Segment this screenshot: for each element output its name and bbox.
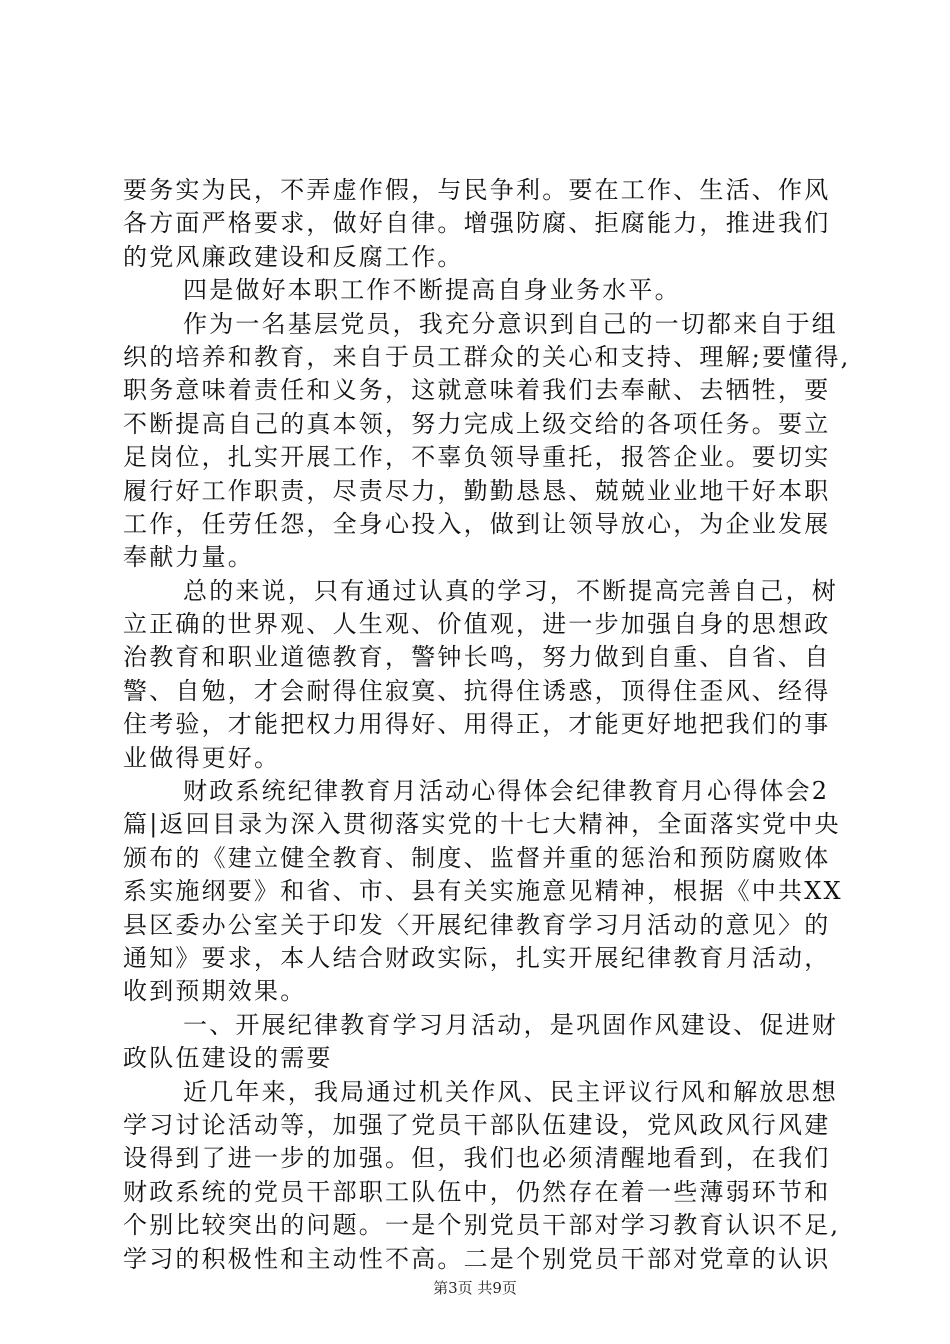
text-line: 治教育和职业道德教育，警钟长鸣，努力做到自重、自省、自: [123, 643, 831, 672]
text-line: 学习讨论活动等，加强了党员干部队伍建设，党风政风行风建: [123, 1110, 831, 1139]
text-line: 学习的积极性和主动性不高。二是个别党员干部对党章的认识: [123, 1244, 831, 1273]
text-line: 的党风廉政建设和反腐工作。: [123, 242, 464, 271]
text-line: 职务意味着责任和义务，这就意味着我们去奉献、去牺牲，要: [123, 376, 831, 405]
text-line: 奉献力量。: [123, 543, 254, 572]
text-line: 通知》要求，本人结合财政实际，扎实开展纪律教育月活动，: [123, 943, 831, 972]
text-line: 业做得更好。: [123, 743, 281, 772]
text-line: 个别比较突出的问题。一是个别党员干部对学习教育认识不足,: [123, 1211, 841, 1240]
text-line: 立正确的世界观、人生观、价值观，进一步加强自身的思想政: [123, 610, 831, 639]
text-line: 系实施纲要》和省、市、县有关实施意见精神，根据《中共XX: [123, 877, 843, 906]
document-body: [123, 174, 851, 1276]
text-line: 设得到了进一步的加强。但，我们也必须清醒地看到，在我们: [123, 1144, 831, 1173]
text-line: 县区委办公室关于印发〈开展纪律教育学习月活动的意见〉的: [123, 910, 831, 939]
text-line: 财政系统纪律教育月活动心得体会纪律教育月心得体会2: [183, 777, 830, 806]
text-line: 篇|返回目录为深入贯彻落实党的十七大精神，全面落实党中央: [123, 810, 841, 839]
text-line: 颁布的《建立健全教育、制度、监督并重的惩治和预防腐败体: [123, 843, 831, 872]
text-line: 住考验，才能把权力用得好、用得正，才能更好地把我们的事: [123, 710, 831, 739]
page-footer: 第3页 共9页: [433, 1279, 517, 1297]
text-line: 一、开展纪律教育学习月活动，是巩固作风建设、促进财: [183, 1010, 838, 1039]
text-line: 四是做好本职工作不断提高自身业务水平。: [183, 276, 681, 305]
text-line: 财政系统的党员干部职工队伍中，仍然存在着一些薄弱环节和: [123, 1177, 831, 1206]
text-line: 收到预期效果。: [123, 977, 307, 1006]
text-line: 近几年来，我局通过机关作风、民主评议行风和解放思想: [183, 1077, 838, 1106]
text-line: 作为一名基层党员，我充分意识到自己的一切都来自于组: [183, 309, 838, 338]
text-line: 足岗位，扎实开展工作，不辜负领导重托，报答企业。要切实: [123, 443, 831, 472]
text-line: 警、自勉，才会耐得住寂寞、抗得住诱惑，顶得住歪风、经得: [123, 676, 831, 705]
text-line: 政队伍建设的需要: [123, 1044, 333, 1073]
text-line: 履行好工作职责，尽责尽力，勤勤恳恳、兢兢业业地干好本职: [123, 476, 831, 505]
text-line: 要务实为民，不弄虚作假，与民争利。要在工作、生活、作风: [123, 176, 831, 204]
text-line: 各方面严格要求，做好自律。增强防腐、拒腐能力，推进我们: [123, 209, 831, 238]
text-line: 织的培养和教育，来自于员工群众的关心和支持、理解;要懂得,: [123, 342, 851, 371]
text-line: 总的来说，只有通过认真的学习，不断提高完善自己，树: [183, 576, 838, 605]
text-line: 工作，任劳任怨，全身心投入，做到让领导放心，为企业发展: [123, 509, 831, 538]
text-line: 不断提高自己的真本领，努力完成上级交给的各项任务。要立: [123, 409, 831, 438]
